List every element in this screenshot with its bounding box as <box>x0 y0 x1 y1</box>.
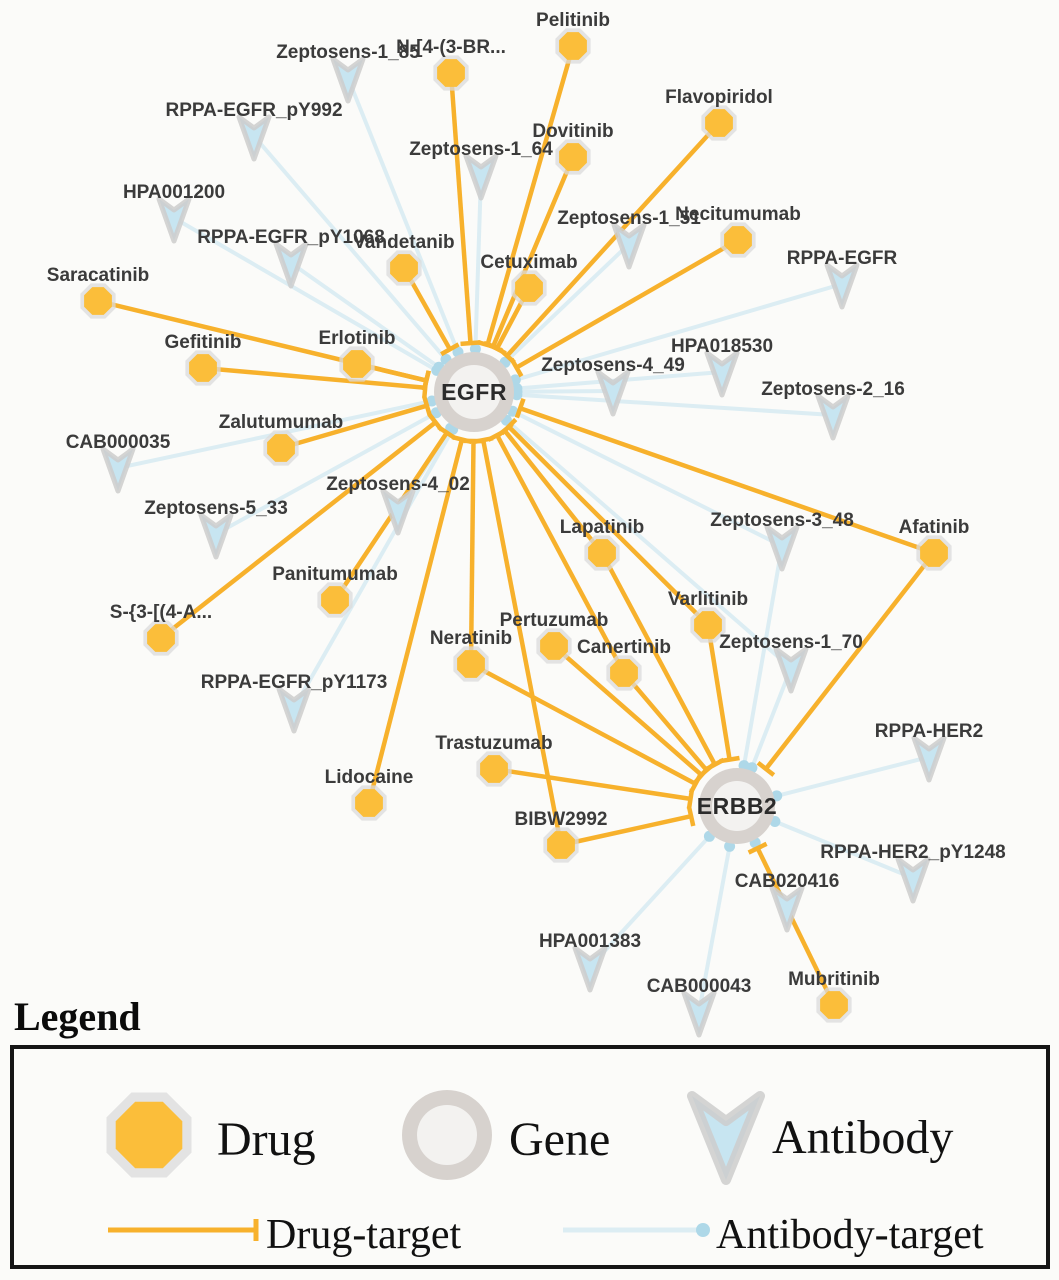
node-label-rppa-egfr: RPPA-EGFR <box>786 248 898 269</box>
node-label-zalutumumab: Zalutumumab <box>218 412 344 433</box>
drug-octagon-core <box>724 226 752 254</box>
node-label-zeptosens-5-33: Zeptosens-5_33 <box>144 498 288 519</box>
edge-antibody-target-zeptosens-4-49-egfr <box>517 391 613 392</box>
drug-octagon-core <box>437 59 465 87</box>
node-label-pertuzumab: Pertuzumab <box>499 610 609 631</box>
legend-title: Legend <box>14 994 141 1039</box>
node-drug-neratinib <box>453 646 488 681</box>
drug-octagon-core <box>588 539 616 567</box>
node-drug-n-4-3-br <box>433 55 468 90</box>
node-label-cab020416: CAB020416 <box>734 871 840 892</box>
drug-octagon-core <box>540 632 568 660</box>
drug-octagon-core <box>705 109 733 137</box>
node-drug-lidocaine <box>351 785 386 820</box>
node-drug-pertuzumab <box>536 628 571 663</box>
node-label-zeptosens-1-85: Zeptosens-1_85 <box>276 42 420 63</box>
node-label-zeptosens-3-48: Zeptosens-3_48 <box>710 510 854 531</box>
drug-octagon-core <box>694 611 722 639</box>
node-drug-afatinib <box>916 535 951 570</box>
node-label-lidocaine: Lidocaine <box>324 767 414 788</box>
node-drug-erlotinib <box>339 346 374 381</box>
node-label-varlitinib: Varlitinib <box>667 589 749 610</box>
legend-label-drug-target: Drug-target <box>266 1212 462 1258</box>
legend-box <box>10 1045 1050 1269</box>
node-label-gefitinib: Gefitinib <box>164 332 242 353</box>
drug-octagon-core <box>343 350 371 378</box>
node-drug-s-3-4-a <box>143 620 178 655</box>
node-drug-dovitinib <box>555 139 590 174</box>
drug-octagon-core <box>267 434 295 462</box>
node-label-zeptosens-4-02: Zeptosens-4_02 <box>326 474 470 495</box>
node-label-zeptosens-1-51: Zeptosens-1_51 <box>557 208 701 229</box>
drug-octagon-core <box>920 539 948 567</box>
node-label-rppa-egfr-py1068: RPPA-EGFR_pY1068 <box>197 227 385 248</box>
antibody-chevron-icon <box>681 1082 771 1186</box>
node-drug-canertinib <box>606 655 641 690</box>
node-label-zeptosens-1-64: Zeptosens-1_64 <box>409 139 553 160</box>
node-label-n-4-3-br: N-[4-(3-BR... <box>396 37 506 58</box>
node-label-rppa-egfr-py992: RPPA-EGFR_pY992 <box>165 100 343 121</box>
drug-octagon-core <box>547 831 575 859</box>
node-label-mubritinib: Mubritinib <box>788 969 880 990</box>
node-label-canertinib: Canertinib <box>577 637 671 658</box>
drug-octagon-core <box>515 274 543 302</box>
node-label-cab000043: CAB000043 <box>646 976 752 997</box>
legend-label-drug: Drug <box>217 1113 316 1166</box>
node-drug-flavopiridol <box>701 105 736 140</box>
drug-octagon-core <box>457 650 485 678</box>
node-label-rppa-egfr-py1173: RPPA-EGFR_pY1173 <box>200 672 388 693</box>
legend-label-gene: Gene <box>509 1113 611 1166</box>
node-label-cab000035: CAB000035 <box>65 432 171 453</box>
node-drug-trastuzumab <box>476 751 511 786</box>
node-label-afatinib: Afatinib <box>898 517 970 538</box>
node-label-trastuzumab: Trastuzumab <box>435 733 553 754</box>
node-label-bibw2992: BIBW2992 <box>514 809 608 830</box>
node-drug-necitumumab <box>720 222 755 257</box>
node-drug-saracatinib <box>80 283 115 318</box>
drug-octagon-core <box>480 755 508 783</box>
drug-octagon-core <box>820 991 848 1019</box>
node-label-s-3-4-a: S-{3-[(4-A... <box>109 602 213 623</box>
node-label-hpa018530: HPA018530 <box>670 336 774 357</box>
node-gene-egfr <box>434 352 514 432</box>
drug-octagon-core <box>610 659 638 687</box>
node-label-zeptosens-2-16: Zeptosens-2_16 <box>761 379 905 400</box>
drug-octagon-icon <box>99 1085 199 1185</box>
drug-target-line-icon <box>104 1217 274 1243</box>
drug-octagon-core <box>189 354 217 382</box>
node-label-dovitinib: Dovitinib <box>532 121 614 142</box>
node-label-rppa-her2: RPPA-HER2 <box>874 721 984 742</box>
node-label-erlotinib: Erlotinib <box>318 328 396 349</box>
node-drug-cetuximab <box>511 270 546 305</box>
drug-octagon-core <box>147 624 175 652</box>
node-drug-mubritinib <box>816 987 851 1022</box>
node-label-zeptosens-4-49: Zeptosens-4_49 <box>541 355 685 376</box>
gene-circle-icon <box>397 1085 497 1185</box>
drug-octagon-core <box>321 586 349 614</box>
node-drug-lapatinib <box>584 535 619 570</box>
antibody-target-line-icon <box>559 1217 719 1243</box>
node-label-rppa-her2-py1248: RPPA-HER2_pY1248 <box>820 842 1006 863</box>
drug-octagon-core <box>559 32 587 60</box>
node-label-zeptosens-1-70: Zeptosens-1_70 <box>719 632 863 653</box>
gene-name-label: ERBB2 <box>696 793 778 819</box>
node-label-panitumumab: Panitumumab <box>272 564 398 585</box>
legend-label-antibody: Antibody <box>772 1111 954 1164</box>
node-label-hpa001200: HPA001200 <box>122 182 226 203</box>
node-label-hpa001383: HPA001383 <box>538 931 642 952</box>
node-label-neratinib: Neratinib <box>429 628 513 649</box>
node-drug-panitumumab <box>317 582 352 617</box>
legend-label-antibody-target: Antibody-target <box>716 1212 984 1258</box>
drug-octagon-core <box>559 143 587 171</box>
drug-octagon-core <box>390 254 418 282</box>
node-label-pelitinib: Pelitinib <box>536 10 610 31</box>
node-label-saracatinib: Saracatinib <box>46 265 150 286</box>
node-drug-pelitinib <box>555 28 590 63</box>
node-drug-vandetanib <box>386 250 421 285</box>
node-label-vandetanib: Vandetanib <box>353 232 455 253</box>
node-label-necitumumab: Necitumumab <box>675 204 801 225</box>
node-drug-bibw2992 <box>543 827 578 862</box>
node-label-lapatinib: Lapatinib <box>559 517 645 538</box>
drug-octagon-core <box>355 789 383 817</box>
drug-octagon-core <box>84 287 112 315</box>
node-drug-zalutumumab <box>263 430 298 465</box>
node-label-flavopiridol: Flavopiridol <box>665 87 773 108</box>
node-label-cetuximab: Cetuximab <box>480 252 578 273</box>
gene-name-label: EGFR <box>441 379 507 405</box>
node-drug-gefitinib <box>185 350 220 385</box>
